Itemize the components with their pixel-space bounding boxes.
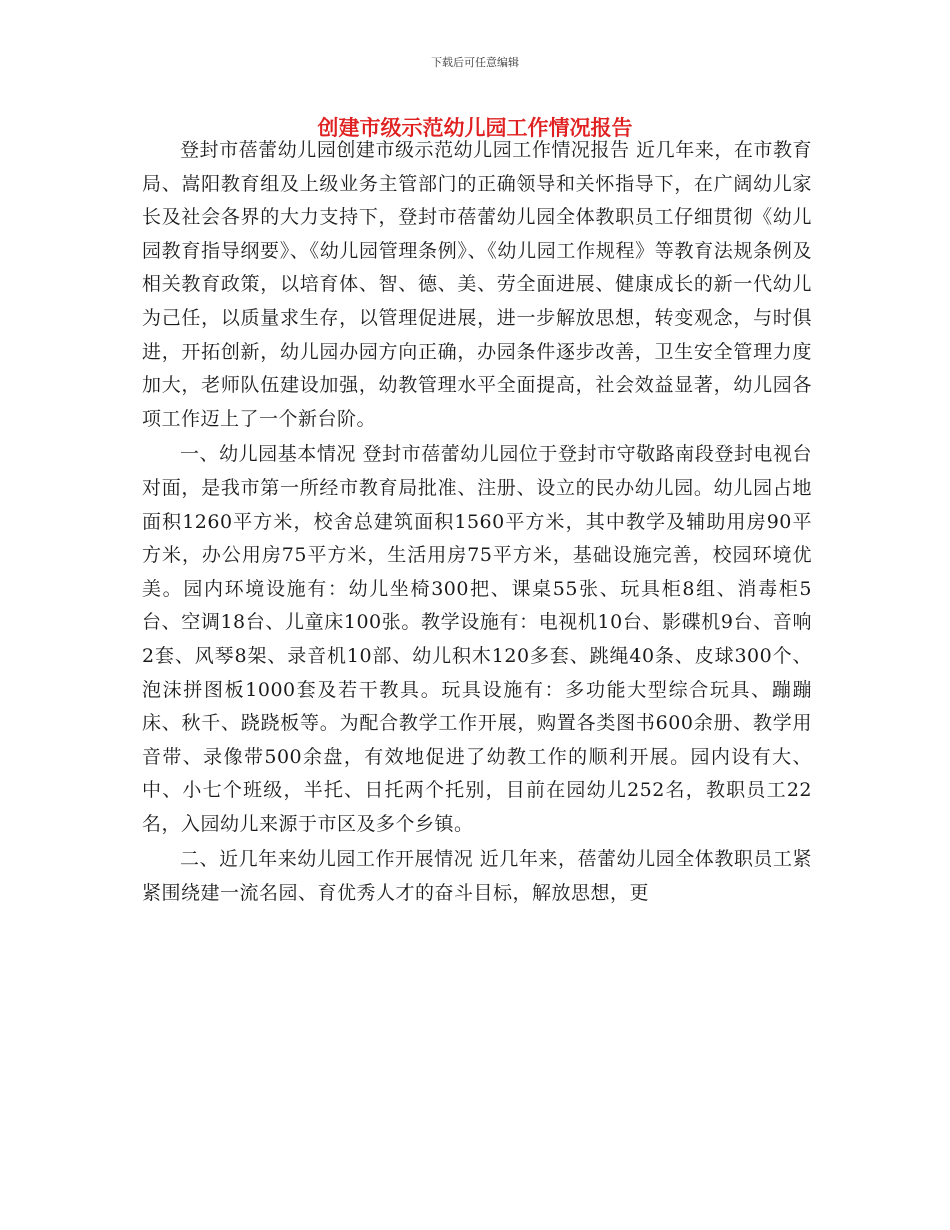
paragraph-intro: 登封市蓓蕾幼儿园创建市级示范幼儿园工作情况报告 近几年来，在市教育局、嵩阳教育组及上级业务主管部门的正确领导和关怀指导下，在广阔幼儿家长及社会各界的大力支持下，登封市蓓蕾幼儿园全体教职员工仔细贯彻《幼儿园教育指导纲要》、《幼儿园管理条例》、《幼儿园工作规程》等教育法规条例及相关教育政策，以培育体、智、德、美、劳全面进展、健康成长的新一代幼儿为己任，以质量求生存，以管理促进展，进一步解放思想，转变观念，与时俱进，开拓创新，幼儿园办园方向正确，办园条件逐步改善，卫生安全管理力度加大，老师队伍建设加强，幼教管理水平全面提高，社会效益显著，幼儿园各项工作迈上了一个新台阶。: [142, 139, 812, 430]
document-title: 创建市级示范幼儿园工作情况报告: [317, 116, 633, 140]
document-body: [142, 134, 812, 911]
paragraph-section-1: 一、幼儿园基本情况 登封市蓓蕾幼儿园位于登封市守敬路南段登封电视台对面，是我市第一所经市教育局批准、注册、设立的民办幼儿园。幼儿园占地面积1260平方米，校舍总建筑面积1560平方米，其中教学及辅助用房90平方米，办公用房75平方米，生活用房75平方米，基础设施完善，校园环境优美。园内环境设施有：幼儿坐椅300把、课桌55张、玩具柜8组、消毒柜5台、空调18台、儿童床100张。教学设施有：电视机10台、影碟机9台、音响2套、风琴8架、录音机10部、幼儿积木120多套、跳绳40条、皮球300个、泡沫拼图板1000套及若干教具。玩具设施有：多功能大型综合玩具、蹦蹦床、秋千、跷跷板等。为配合教学工作开展，购置各类图书600余册、教学用音带、录像带500余盘，有效地促进了幼教工作的顺利开展。园内设有大、中、小七个班级，半托、日托两个托别，目前在园幼儿252名，教职员工22名，入园幼儿来源于市区及多个乡镇。: [142, 443, 812, 835]
header-note: 下载后可任意编辑: [431, 56, 519, 69]
paragraph-section-2: 二、近几年来幼儿园工作开展情况 近几年来，蓓蕾幼儿园全体教职员工紧紧围绕建一流名园、育优秀人才的奋斗目标，解放思想，更: [142, 848, 812, 905]
